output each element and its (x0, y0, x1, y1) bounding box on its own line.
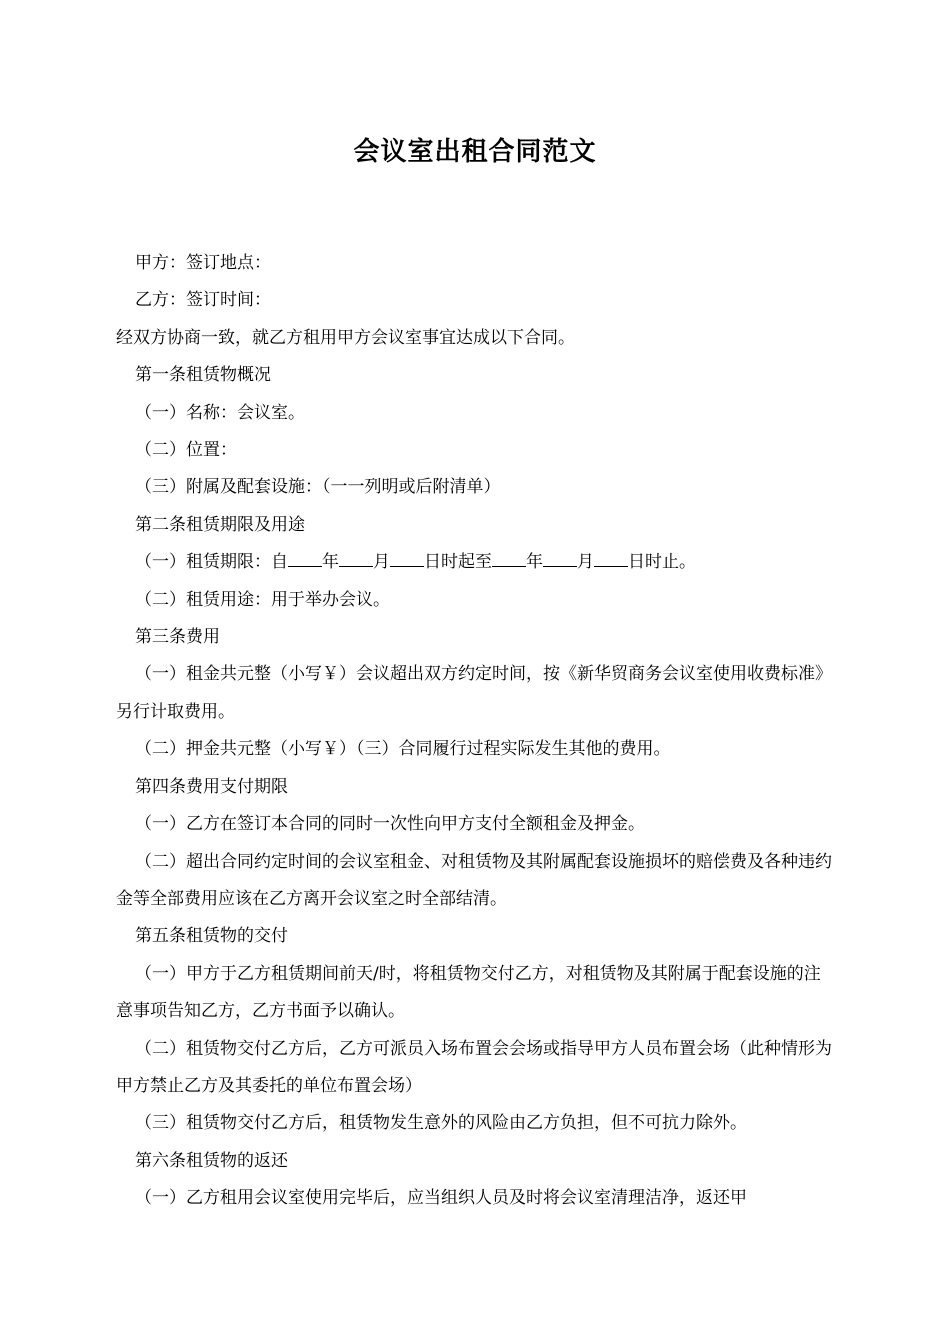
blank-line (594, 551, 628, 567)
article-5-item-1: （一）甲方于乙方租赁期间前天/时，将租赁物交付乙方，对租赁物及其附属于配套设施的注意事项告知乙方，乙方书面予以确认。 (116, 963, 821, 1022)
article-3-item-1: （一）租金共元整（小写￥）会议超出双方约定时间，按《新华贸商务会议室使用收费标准》另行计取费用。 (116, 664, 832, 722)
term-day-2: 日时止。 (628, 552, 696, 573)
blank-line (390, 551, 424, 567)
term-month-2: 月 (577, 552, 594, 573)
blank-line (543, 551, 577, 567)
term-year-1: 年 (322, 552, 339, 573)
article-3-heading: 第三条费用 (135, 627, 220, 648)
article-1-item-1: （一）名称：会议室。 (135, 402, 305, 423)
article-4-item-1: （一）乙方在签订本合同的同时一次性向甲方支付全额租金及押金。 (135, 814, 645, 835)
party-b-line: 乙方：签订时间： (135, 290, 271, 311)
article-1-item-3: （三）附属及配套设施：（一一列明或后附清单） (135, 477, 501, 498)
article-1-item-2: （二）位置： (135, 440, 237, 461)
term-day-1: 日时起至 (424, 552, 492, 573)
intro-paragraph: 经双方协商一致，就乙方租用甲方会议室事宜达成以下合同。 (116, 327, 575, 348)
term-year-2: 年 (526, 552, 543, 573)
article-5-heading: 第五条租赁物的交付 (135, 926, 288, 947)
blank-line (288, 551, 322, 567)
article-6-heading: 第六条租赁物的返还 (135, 1150, 288, 1171)
article-5-item-3: （三）租赁物交付乙方后，租赁物发生意外的风险由乙方负担，但不可抗力除外。 (135, 1113, 747, 1134)
article-4-item-2: （二）超出合同约定时间的会议室租金、对租赁物及其附属配套设施损坏的赔偿费及各种违约金等全部费用应该在乙方离开会议室之时全部结清。 (116, 851, 832, 909)
article-4-heading: 第四条费用支付期限 (135, 776, 288, 797)
term-month-1: 月 (373, 552, 390, 573)
party-a-line: 甲方：签订地点： (135, 253, 271, 273)
blank-line (339, 551, 373, 567)
article-1-heading: 第一条租赁物概况 (135, 365, 271, 386)
article-6-item-1: （一）乙方租用会议室使用完毕后，应当组织人员及时将会议室清理洁净，返还甲 (135, 1188, 747, 1209)
article-2-item-2: （二）租赁用途：用于举办会议。 (135, 589, 390, 610)
term-prefix: （一）租赁期限：自 (135, 552, 288, 573)
document-body (116, 245, 836, 1218)
article-2-heading: 第二条租赁期限及用途 (135, 514, 305, 535)
document-title: 会议室出租合同范文 (353, 137, 597, 167)
article-3-item-2: （二）押金共元整（小写￥）（三）合同履行过程实际发生其他的费用。 (135, 739, 671, 760)
article-2-item-1 (116, 544, 836, 581)
article-5-item-2: （二）租赁物交付乙方后，乙方可派员入场布置会会场或指导甲方人员布置会场（此种情形为甲方禁止乙方及其委托的单位布置会场） (116, 1038, 832, 1096)
blank-line (492, 551, 526, 567)
